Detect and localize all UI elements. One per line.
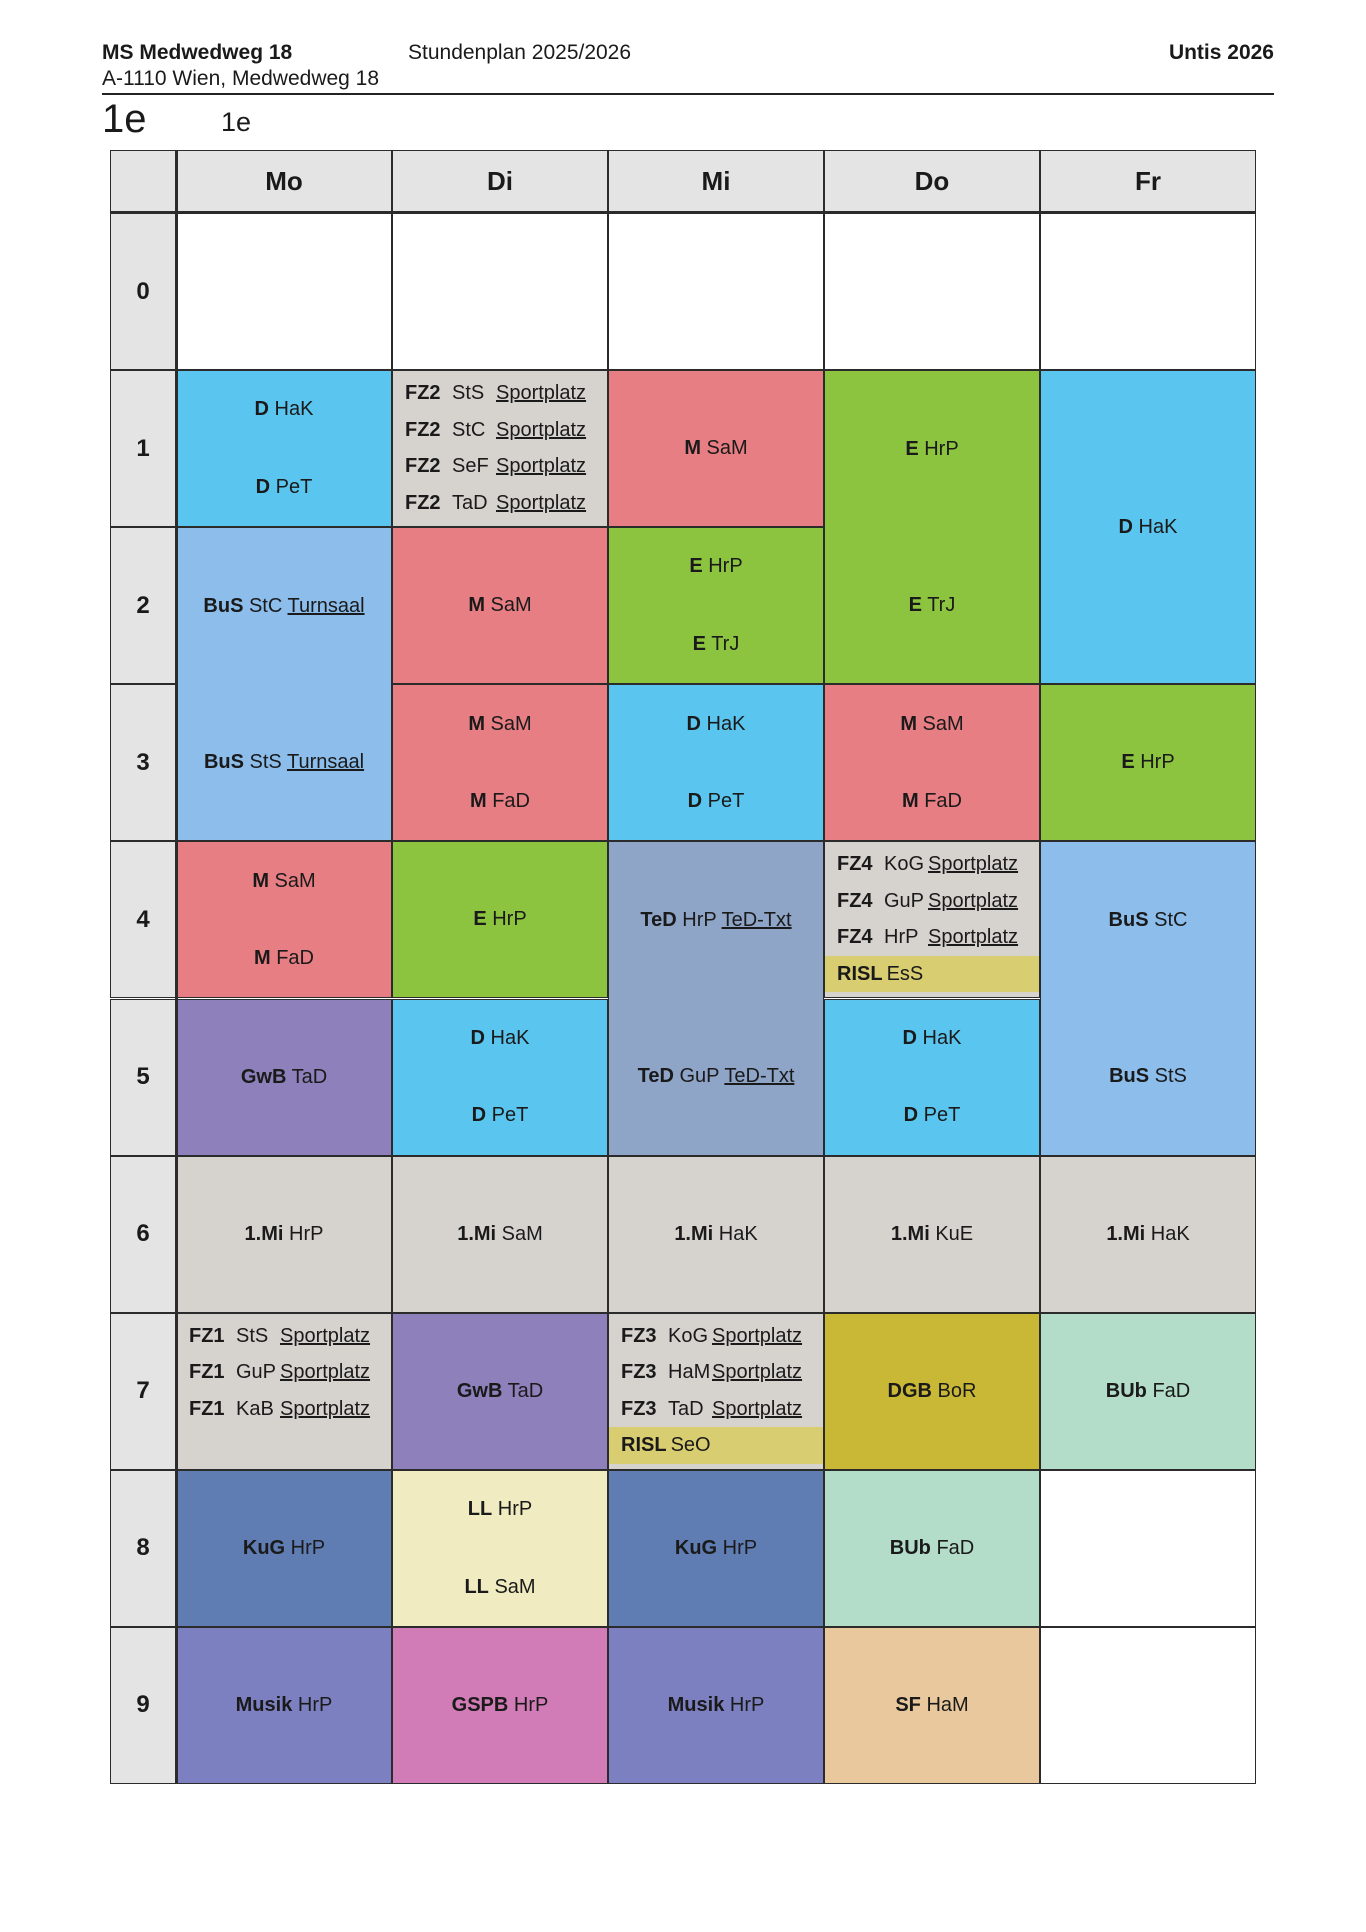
subject-code: D <box>254 398 269 421</box>
room-name: TeD-Txt <box>724 1065 795 1088</box>
empty-slot <box>176 213 392 370</box>
lesson-block[interactable] <box>176 1156 392 1313</box>
timetable-grid <box>110 150 1256 1784</box>
lesson-entry <box>825 919 1039 956</box>
lesson-block[interactable] <box>176 1627 392 1784</box>
teacher-code: HrP <box>289 1222 324 1245</box>
teacher-code: HrP <box>492 908 527 931</box>
subject-code: TeD <box>637 1065 674 1088</box>
period-label-3: 3 <box>110 684 176 841</box>
teacher-code: HaK <box>490 1026 530 1049</box>
teacher-code: TaD <box>668 1397 704 1420</box>
lesson-block[interactable] <box>392 1156 608 1313</box>
subject-code: D <box>471 1104 487 1127</box>
subject-code: LL <box>464 1575 489 1598</box>
teacher-code: HrP <box>729 1693 765 1716</box>
subject-code: FZ2 <box>405 382 441 405</box>
grid-divider-horizontal <box>110 211 1256 214</box>
lesson-entry <box>468 1498 532 1521</box>
school-address: A-1110 Wien, Medwedweg 18 <box>102 67 380 90</box>
teacher-code: SaM <box>490 712 532 735</box>
room-name: Sportplatz <box>496 418 587 441</box>
teacher-code: TaD <box>291 1065 328 1088</box>
teacher-code: HrP <box>290 1536 326 1559</box>
period-label-7: 7 <box>110 1313 176 1470</box>
lesson-block[interactable] <box>824 370 1040 684</box>
lesson-entry <box>674 1223 757 1246</box>
subject-code: E <box>473 908 487 931</box>
lesson-block[interactable] <box>176 1313 392 1470</box>
subject-code: BuS <box>203 594 244 617</box>
lesson-entry <box>684 437 747 460</box>
lesson-block[interactable] <box>176 370 392 527</box>
lesson-block[interactable] <box>1040 841 1256 1155</box>
subject-code: RISL <box>837 962 883 985</box>
period-label-5: 5 <box>110 999 176 1156</box>
subject-code: FZ2 <box>405 455 441 478</box>
subject-code: E <box>905 437 919 460</box>
teacher-code: SaM <box>501 1222 543 1245</box>
lesson-entry <box>640 909 791 932</box>
lesson-block[interactable] <box>392 1470 608 1627</box>
empty-slot <box>824 213 1040 370</box>
lesson-block[interactable] <box>176 841 392 998</box>
subject-code: GSPB <box>451 1693 509 1716</box>
subject-code: KuG <box>674 1536 718 1559</box>
lesson-entry <box>243 1537 325 1560</box>
lesson-entry <box>1121 751 1174 774</box>
teacher-code: HaK <box>706 712 746 735</box>
lesson-entry <box>609 1391 823 1428</box>
empty-slot <box>1040 1470 1256 1627</box>
subject-code: BuS <box>1108 908 1149 931</box>
teacher-code: PeT <box>707 790 745 813</box>
lesson-block[interactable] <box>392 841 608 998</box>
lesson-entry <box>900 713 963 736</box>
lesson-entry <box>393 375 607 412</box>
subject-code: TeD <box>640 908 677 931</box>
grid-divider-vertical <box>175 150 178 1784</box>
teacher-code: HaK <box>922 1026 962 1049</box>
teacher-code: SaM <box>274 869 316 892</box>
teacher-code: SaM <box>490 594 532 617</box>
lesson-entry <box>825 846 1039 883</box>
lesson-entry <box>203 595 364 618</box>
subject-code: LL <box>467 1498 493 1521</box>
day-header-mo: Mo <box>176 150 392 213</box>
room-name: Sportplatz <box>496 491 587 514</box>
period-label-0: 0 <box>110 213 176 370</box>
lesson-entry <box>255 398 314 421</box>
lesson-entry <box>902 790 962 813</box>
teacher-code: FaD <box>924 790 963 813</box>
room-name: Sportplatz <box>712 1324 803 1347</box>
lesson-entry <box>393 485 607 522</box>
subject-code: D <box>470 1026 485 1049</box>
lesson-entry <box>909 594 956 617</box>
lesson-entry <box>470 790 530 813</box>
room-name: Sportplatz <box>280 1324 371 1347</box>
subject-code: FZ3 <box>621 1361 657 1384</box>
empty-slot <box>1040 213 1256 370</box>
lesson-entry <box>903 1027 962 1050</box>
subject-code: Musik <box>235 1693 293 1716</box>
subject-code: M <box>253 947 271 970</box>
lesson-block[interactable] <box>392 684 608 841</box>
period-label-8: 8 <box>110 1470 176 1627</box>
teacher-code: GuP <box>236 1361 277 1384</box>
lesson-entry <box>1106 1223 1189 1246</box>
teacher-code: StC <box>248 594 283 617</box>
lesson-entry <box>256 476 313 499</box>
teacher-code: HrP <box>1140 751 1175 774</box>
lesson-block[interactable] <box>824 684 1040 841</box>
grid-corner <box>110 150 176 213</box>
lesson-entry <box>891 1223 973 1246</box>
subject-code: 1.Mi <box>1106 1222 1146 1245</box>
teacher-code: SaM <box>494 1575 536 1598</box>
subject-code: D <box>903 1104 919 1127</box>
subject-code: RISL <box>621 1434 667 1457</box>
day-header-di: Di <box>392 150 608 213</box>
subject-code: D <box>686 712 701 735</box>
subject-code: M <box>468 594 485 617</box>
period-label-1: 1 <box>110 370 176 527</box>
teacher-code: StC <box>452 418 486 441</box>
day-header-do: Do <box>824 150 1040 213</box>
subject-code: D <box>687 790 703 813</box>
teacher-code: GuP <box>679 1065 720 1088</box>
empty-slot <box>608 213 824 370</box>
room-name: Sportplatz <box>280 1361 371 1384</box>
lesson-entry <box>393 412 607 449</box>
teacher-code: HrP <box>924 437 959 460</box>
subject-code: FZ3 <box>621 1324 657 1347</box>
teacher-code: HaK <box>1150 1222 1190 1245</box>
period-label-2: 2 <box>110 527 176 684</box>
subject-code: SF <box>895 1693 921 1716</box>
teacher-code: HrP <box>297 1693 333 1716</box>
lesson-block[interactable] <box>1040 1313 1256 1470</box>
lesson-block[interactable] <box>608 527 824 684</box>
lesson-entry <box>1109 1065 1187 1088</box>
teacher-code: KaB <box>236 1397 274 1420</box>
period-label-9: 9 <box>110 1627 176 1784</box>
lesson-block[interactable] <box>392 1313 608 1470</box>
lesson-block[interactable] <box>608 1470 824 1627</box>
lesson-block[interactable] <box>608 1156 824 1313</box>
lesson-entry <box>204 751 364 774</box>
lesson-entry <box>468 713 531 736</box>
lesson-entry <box>457 1223 543 1246</box>
lesson-entry <box>236 1694 333 1717</box>
header-divider <box>102 93 1274 95</box>
room-name: Turnsaal <box>287 594 365 617</box>
lesson-entry <box>1106 1380 1190 1403</box>
lesson-block[interactable] <box>608 841 824 1155</box>
teacher-code: HrP <box>682 908 717 931</box>
lesson-block[interactable] <box>824 1627 1040 1784</box>
lesson-entry <box>904 1104 961 1127</box>
lesson-block[interactable] <box>392 527 608 684</box>
teacher-code: BoR <box>937 1379 977 1402</box>
lesson-entry <box>609 1427 823 1464</box>
room-name: Sportplatz <box>496 455 587 478</box>
lesson-block[interactable] <box>824 1313 1040 1470</box>
subject-code: BUb <box>889 1536 931 1559</box>
teacher-code: FaD <box>1152 1379 1191 1402</box>
teacher-code: HrP <box>884 926 919 949</box>
lesson-entry <box>473 908 526 931</box>
lesson-entry <box>177 1318 391 1355</box>
teacher-code: TrJ <box>711 633 740 655</box>
subject-code: M <box>469 790 487 813</box>
subject-code: D <box>255 475 271 498</box>
subject-code: E <box>908 593 922 616</box>
teacher-code: KuE <box>935 1222 974 1245</box>
subject-code: M <box>901 790 919 813</box>
room-name: Turnsaal <box>286 750 365 773</box>
teacher-code: HaK <box>718 1222 758 1245</box>
lesson-entry <box>464 1576 535 1599</box>
lesson-block[interactable] <box>608 684 824 841</box>
subject-code: Musik <box>667 1693 725 1716</box>
lesson-block[interactable] <box>176 527 392 841</box>
room-name: TeD-Txt <box>721 908 792 931</box>
teacher-code: KoG <box>668 1324 709 1347</box>
day-header-fr: Fr <box>1040 150 1256 213</box>
teacher-code: StS <box>249 750 282 773</box>
class-name-large: 1e <box>102 97 147 141</box>
teacher-code: HaM <box>668 1361 711 1384</box>
lesson-entry <box>689 555 742 578</box>
room-name: Sportplatz <box>280 1397 371 1420</box>
subject-code: GwB <box>456 1379 503 1402</box>
teacher-code: HrP <box>708 555 743 578</box>
lesson-entry <box>888 1380 977 1403</box>
room-name: Sportplatz <box>712 1361 803 1384</box>
lesson-block[interactable] <box>608 370 824 527</box>
teacher-code: HaK <box>274 398 314 421</box>
lesson-entry <box>638 1065 795 1088</box>
lesson-block[interactable] <box>608 1627 824 1784</box>
room-name: Sportplatz <box>928 926 1019 949</box>
teacher-code: HrP <box>722 1536 758 1559</box>
lesson-block[interactable] <box>608 1313 824 1470</box>
subject-code: 1.Mi <box>674 1222 714 1245</box>
teacher-code: PeT <box>923 1104 961 1127</box>
teacher-code: StC <box>1154 908 1188 931</box>
teacher-code: HaK <box>1138 515 1178 538</box>
teacher-code: HrP <box>513 1693 549 1716</box>
lesson-block[interactable] <box>392 1627 608 1784</box>
lesson-entry <box>393 448 607 485</box>
software-label: Untis 2026 <box>1168 41 1274 64</box>
lesson-entry <box>668 1694 765 1717</box>
subject-code: FZ1 <box>189 1324 225 1347</box>
subject-code: M <box>684 437 701 460</box>
teacher-code: SeO <box>670 1434 711 1457</box>
lesson-entry <box>1119 516 1178 539</box>
lesson-block[interactable] <box>1040 1156 1256 1313</box>
lesson-entry <box>890 1537 974 1560</box>
lesson-entry <box>471 1027 530 1050</box>
lesson-entry <box>241 1066 327 1089</box>
lesson-entry <box>693 633 740 656</box>
lesson-entry <box>457 1380 543 1403</box>
teacher-code: StS <box>1154 1065 1187 1088</box>
subject-code: 1.Mi <box>890 1222 930 1245</box>
period-label-4: 4 <box>110 841 176 998</box>
lesson-block[interactable] <box>176 1470 392 1627</box>
teacher-code: TaD <box>507 1379 544 1402</box>
lesson-entry <box>825 956 1039 993</box>
subject-code: E <box>1121 751 1135 774</box>
subject-code: 1.Mi <box>457 1222 497 1245</box>
lesson-entry <box>609 1354 823 1391</box>
subject-code: M <box>252 869 269 892</box>
empty-slot <box>1040 1627 1256 1784</box>
empty-slot <box>392 213 608 370</box>
teacher-code: HrP <box>497 1498 533 1521</box>
subject-code: KuG <box>242 1536 286 1559</box>
lesson-entry <box>177 1354 391 1391</box>
subject-code: BUb <box>1105 1379 1147 1402</box>
lesson-entry <box>687 713 746 736</box>
lesson-block[interactable] <box>1040 370 1256 684</box>
teacher-code: StS <box>452 382 485 405</box>
lesson-entry <box>825 883 1039 920</box>
lesson-entry <box>252 870 315 893</box>
subject-code: BuS <box>203 750 244 773</box>
teacher-code: TrJ <box>927 593 956 616</box>
subject-code: BuS <box>1109 1065 1150 1088</box>
teacher-code: SeF <box>452 455 489 478</box>
teacher-code: FaD <box>936 1536 975 1559</box>
lesson-entry <box>609 1318 823 1355</box>
period-label-6: 6 <box>110 1156 176 1313</box>
lesson-entry <box>472 1104 529 1127</box>
lesson-block[interactable] <box>176 999 392 1156</box>
teacher-code: FaD <box>492 790 531 813</box>
teacher-code: EsS <box>886 962 924 985</box>
room-name: Sportplatz <box>928 889 1019 912</box>
lesson-entry <box>452 1694 549 1717</box>
room-name: Sportplatz <box>496 382 587 405</box>
lesson-block[interactable] <box>1040 684 1256 841</box>
subject-code: FZ4 <box>837 889 873 912</box>
teacher-code: PeT <box>491 1104 529 1127</box>
subject-code: FZ1 <box>189 1361 225 1384</box>
teacher-code: TaD <box>452 491 488 514</box>
teacher-code: PeT <box>275 475 313 498</box>
teacher-code: HaM <box>926 1693 969 1716</box>
teacher-code: KoG <box>884 853 925 876</box>
room-name: Sportplatz <box>928 853 1019 876</box>
lesson-block[interactable] <box>824 1156 1040 1313</box>
subject-code: GwB <box>240 1065 287 1088</box>
subject-code: DGB <box>887 1379 932 1402</box>
subject-code: FZ3 <box>621 1397 657 1420</box>
lesson-block[interactable] <box>824 841 1040 998</box>
lesson-entry <box>177 1391 391 1428</box>
subject-code: 1.Mi <box>244 1222 284 1245</box>
room-name: Sportplatz <box>712 1397 803 1420</box>
teacher-code: StS <box>236 1324 269 1347</box>
lesson-entry <box>905 438 958 461</box>
subject-code: M <box>468 712 485 735</box>
lesson-block[interactable] <box>824 1470 1040 1627</box>
lesson-entry <box>688 790 745 813</box>
plan-title: Stundenplan 2025/2026 <box>408 41 632 64</box>
class-name-small: 1e <box>221 107 252 137</box>
lesson-entry <box>1109 909 1188 932</box>
lesson-entry <box>895 1694 968 1717</box>
subject-code: FZ2 <box>405 418 441 441</box>
lesson-entry <box>245 1223 324 1246</box>
lesson-entry <box>468 594 531 617</box>
subject-code: D <box>1118 515 1133 538</box>
subject-code: E <box>689 555 703 578</box>
subject-code: D <box>902 1026 917 1049</box>
teacher-code: GuP <box>884 889 925 912</box>
teacher-code: FaD <box>276 947 315 970</box>
teacher-code: SaM <box>706 437 748 460</box>
subject-code: FZ2 <box>405 491 441 514</box>
subject-code: FZ4 <box>837 853 873 876</box>
subject-code: FZ1 <box>189 1397 225 1420</box>
lesson-block[interactable] <box>392 370 608 527</box>
lesson-block[interactable] <box>824 999 1040 1156</box>
lesson-entry <box>254 947 314 970</box>
subject-code: E <box>692 633 706 655</box>
day-header-mi: Mi <box>608 150 824 213</box>
teacher-code: SaM <box>922 712 964 735</box>
lesson-block[interactable] <box>392 999 608 1156</box>
subject-code: M <box>900 712 917 735</box>
school-name: MS Medwedweg 18 <box>102 41 293 64</box>
subject-code: FZ4 <box>837 926 873 949</box>
lesson-entry <box>675 1537 757 1560</box>
